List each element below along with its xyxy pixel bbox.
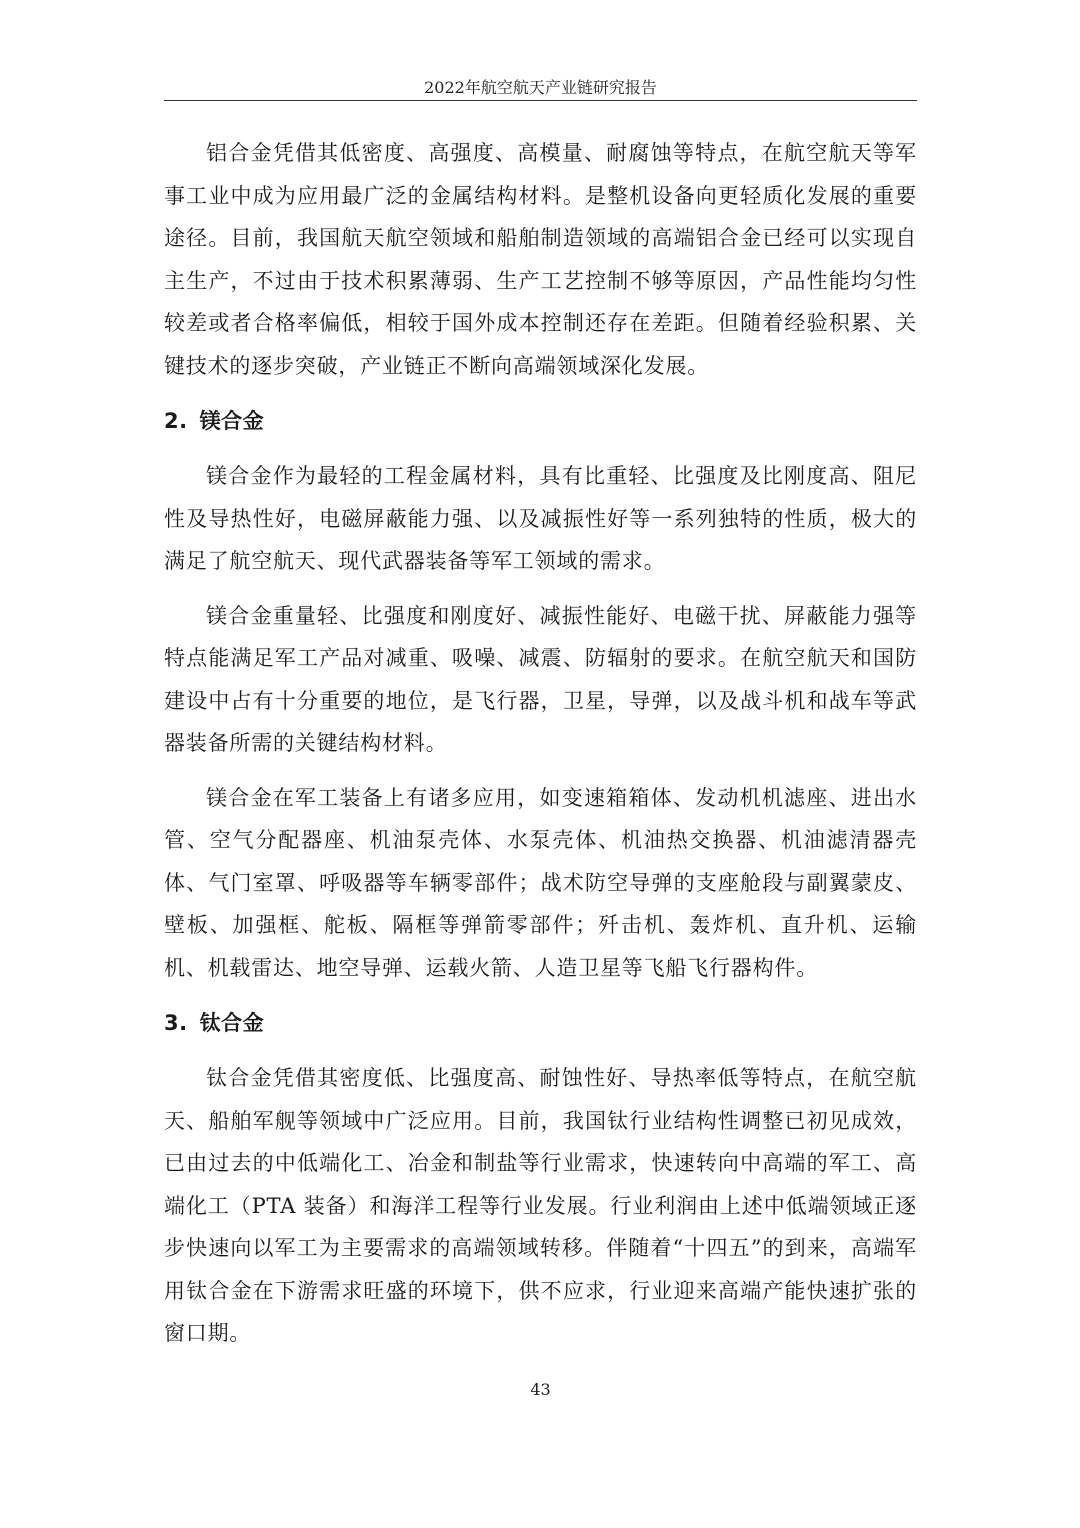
paragraph-magnesium-applications: 镁合金在军工装备上有诸多应用，如变速箱箱体、发动机机滤座、进出水管、空气分配器座、机油泵壳体、水泵壳体、机油热交换器、机油滤清器壳体、气门室罩、呼吸器等车辆零部件；战术防空导弹的支座舱段与副翼蒙皮、壁板、加强框、舵板、隔框等弹箭零部件；歼击机、轰炸机、直升机、运输机、机载雷达、地空导弹、运载火箭、人造卫星等飞船飞行器构件。 (164, 785, 917, 980)
section-heading-titanium-alloy (164, 1003, 917, 1043)
section-number: 2. (164, 409, 188, 433)
paragraph-magnesium-properties: 镁合金作为最轻的工程金属材料，具有比重轻、比强度及比刚度高、阻尼性及导热性好，电磁屏蔽能力强、以及减振性好等一系列独特的性质，极大的满足了航空航天、现代武器装备等军工领域的需求。 (164, 464, 917, 573)
section-title: 钛合金 (199, 1011, 265, 1035)
section-number: 3. (164, 1011, 188, 1035)
section-heading-magnesium-alloy (164, 401, 917, 441)
page-body (164, 132, 917, 1355)
header-divider (164, 100, 917, 101)
running-header: 2022年航空航天产业链研究报告 (424, 78, 657, 97)
paragraph-titanium-alloy: 钛合金凭借其密度低、比强度高、耐蚀性好、导热率低等特点，在航空航天、船舶军舰等领域中广泛应用。目前，我国钛行业结构性调整已初见成效，已由过去的中低端化工、冶金和制盐等行业需求，快速转向中高端的军工、高端化工（PTA 装备）和海洋工程等行业发展。行业利润由上述中低端领域正逐步快速向以军工为主要需求的高端领域转移。伴随着“十四五”的到来，高端军用钛合金在下游需求旺盛的环境下，供不应求，行业迎来高端产能快速扩张的窗口期。 (164, 1066, 917, 1345)
paragraph-magnesium-military: 镁合金重量轻、比强度和刚度好、减振性能好、电磁干扰、屏蔽能力强等特点能满足军工产品对减重、吸噪、减震、防辐射的要求。在航空航天和国防建设中占有十分重要的地位，是飞行器，卫星，导弹，以及战斗机和战车等武器装备所需的关键结构材料。 (164, 603, 917, 755)
page-number: 43 (530, 1380, 551, 1399)
section-title: 镁合金 (199, 409, 265, 433)
paragraph-aluminum-alloy: 铝合金凭借其低密度、高强度、高模量、耐腐蚀等特点，在航空航天等军事工业中成为应用最广泛的金属结构材料。是整机设备向更轻质化发展的重要途径。目前，我国航天航空领域和船舶制造领域的高端铝合金已经可以实现自主生产，不过由于技术积累薄弱、生产工艺控制不够等原因，产品性能均匀性较差或者合格率偏低，相较于国外成本控制还存在差距。但随着经验积累、关键技术的逐步突破，产业链正不断向高端领域深化发展。 (164, 141, 917, 378)
